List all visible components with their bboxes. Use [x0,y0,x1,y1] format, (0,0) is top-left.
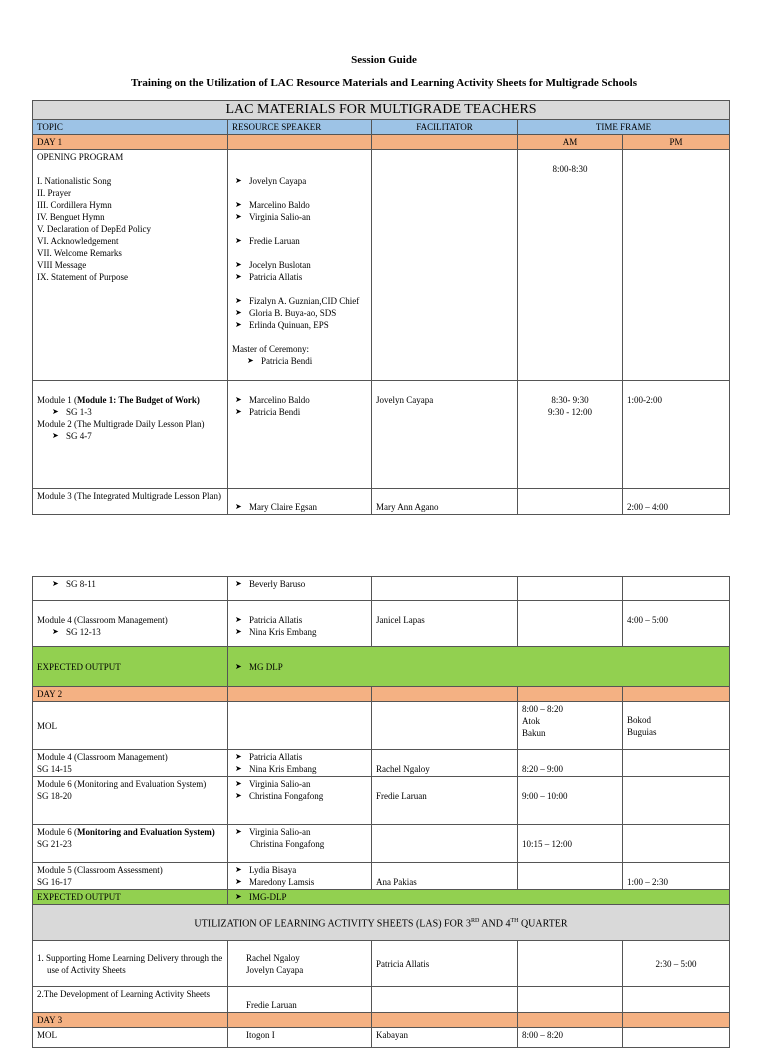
sg-8-11-row [33,577,730,601]
module-1-2-row [33,381,730,489]
speakers: Rachel Ngaloy Jovelyn Cayapa [228,941,372,987]
header-am: AM [518,135,623,150]
am-time: 9:00 – 10:00 [522,791,568,801]
speaker-item: ➤ Beverly Baruso [232,578,367,590]
speaker-item: ➤ Nina Kris Embang [232,763,367,775]
opening-program-label: OPENING PROGRAM [37,152,124,162]
speaker: Fredie Laruan [228,987,372,1013]
schedule-table-part-1 [32,100,730,515]
opening-item: III. Cordillera Hymn [37,200,112,210]
moc-label: Master of Ceremony: [232,344,309,354]
facilitator: Ana Pakias [372,863,518,890]
module-1-title: Module 1: The Budget of Work) [77,395,200,405]
am-time: 10:15 – 12:00 [518,825,623,863]
facilitator: Patricia Allatis [372,941,518,987]
opening-item: II. Prayer [37,188,71,198]
speaker-item: ➤ Erlinda Quinuan, EPS [232,319,367,331]
speaker-item: ➤ Patricia Allatis [232,751,367,763]
speaker-item: ➤ Virginia Salio-an [232,826,367,838]
module-6b-prefix: Module 6 ( [37,827,77,837]
speaker-item: ➤ Jocelyn Buslotan [232,259,367,271]
opening-am-time: 8:00-8:30 [552,164,588,174]
day3-label: DAY 3 [33,1013,228,1028]
las-title-sup: TH [510,917,519,924]
module-3-row [33,489,730,515]
day2-label: DAY 2 [33,687,228,702]
opening-item: I. Nationalistic Song [37,176,112,186]
pm-time: 1:00 – 2:30 [623,863,730,890]
facilitator: Kabayan [372,1028,518,1048]
pm-time: 4:00 – 5:00 [627,615,669,625]
expected-output-row [33,890,730,905]
expected-output-label: EXPECTED OUTPUT [33,647,228,687]
module-4b-row [33,750,730,777]
module-2-sg: ➤ SG 4-7 [49,430,223,442]
moc-name: ➤ Patricia Bendi [244,355,367,367]
day3-row [33,1013,730,1028]
am-time: 8:00 – 8:20 Atok Bakun [518,702,623,750]
speaker-item: ➤ Virginia Salio-an [232,778,367,790]
module-5-row [33,863,730,890]
las-1-row [33,941,730,987]
speaker-item: Christina Fongafong [250,839,325,849]
las-1-title: 1. Supporting Home Learning Delivery through the use of Activity Sheets [33,941,228,987]
header-facilitator: FACILITATOR [372,120,518,135]
speaker: Itogon I [228,1028,372,1048]
module-4-title: Module 4 (Classroom Management) [37,615,168,625]
day1-row [33,135,730,150]
module-5-title: Module 5 (Classroom Assessment) SG 16-17 [33,863,228,890]
speaker-item: ➤ Maredony Lamsis [232,876,367,888]
speaker-item: ➤ Gloria B. Buya-ao, SDS [232,307,367,319]
las-title-sup: RD [470,917,480,924]
module-6a-row [33,777,730,825]
las-2-title: 2.The Development of Learning Activity Sheets [33,987,228,1013]
document-subtitle: Training on the Utilization of LAC Resource Materials and Learning Activity Sheets for Multigrade Schools [131,77,637,89]
expected-output-label: EXPECTED OUTPUT [33,890,228,905]
mol-label: MOL [33,1028,228,1048]
facilitator: Mary Ann Agano [372,489,518,515]
header-speaker: RESOURCE SPEAKER [228,120,372,135]
pm-time: 2:30 – 5:00 [623,941,730,987]
module-6b-sg: SG 21-23 [37,839,72,849]
module-3-title: Module 3 (The Integrated Multigrade Lesson Plan) [33,489,228,515]
speaker-item: ➤ Patricia Bendi [232,406,367,418]
module-2-title: Module 2 (The Multigrade Daily Lesson Plan) [37,419,205,429]
opening-item: VII. Welcome Remarks [37,248,122,258]
table-main-title: LAC MATERIALS FOR MULTIGRADE TEACHERS [33,101,730,120]
module-1-prefix: Module 1 ( [37,395,77,405]
module-3-sg: ➤ SG 8-11 [49,578,223,590]
am-time: 8:00 – 8:20 [518,1028,623,1048]
speaker-item: ➤ Marcelino Baldo [232,394,367,406]
speaker-item: ➤ Virginia Salio-an [232,211,367,223]
module-6b-row [33,825,730,863]
speaker-item: ➤ Fredie Laruan [232,235,367,247]
speaker-item: ➤ Christina Fongafong [232,790,367,802]
am-time: 8:30- 9:30 9:30 - 12:00 [548,395,592,417]
document-title: Session Guide [351,54,417,66]
las-section-row [33,905,730,941]
am-time: 8:20 – 9:00 [518,750,623,777]
expected-output-value: ➤ IMG-DLP [232,891,725,903]
expected-output-row [33,647,730,687]
las-title-part: QUARTER [518,918,568,930]
facilitator: Fredie Laruan [376,791,427,801]
opening-item: VIII Message [37,260,87,270]
facilitator: Jovelyn Cayapa [376,395,434,405]
opening-item: IX. Statement of Purpose [37,272,128,282]
las-title-part: UTILIZATION OF LEARNING ACTIVITY SHEETS (LAS) FOR 3 [194,918,471,930]
mol-row [33,702,730,750]
module-6a-title: Module 6 (Monitoring and Evaluation System) SG 18-20 [33,777,228,825]
header-topic: TOPIC [33,120,228,135]
speaker-item: ➤ Lydia Bisaya [232,864,367,876]
day2-row [33,687,730,702]
speaker-item: ➤ Jovelyn Cayapa [232,175,367,187]
module-4b-title: Module 4 (Classroom Management) SG 14-15 [33,750,228,777]
opening-item: IV. Benguet Hymn [37,212,105,222]
header-time-frame: TIME FRAME [518,120,730,135]
facilitator: Rachel Ngaloy [372,750,518,777]
module-4-sg: ➤ SG 12-13 [49,626,223,638]
facilitator: Janicel Lapas [376,615,425,625]
speaker-item: ➤ Mary Claire Egsan [232,501,367,513]
speaker-item: ➤ Nina Kris Embang [232,626,367,638]
expected-output-value: ➤ MG DLP [232,661,725,673]
opening-program-row [33,150,730,381]
module-1-sg: ➤ SG 1-3 [49,406,223,418]
speaker-item: ➤ Fizalyn A. Guznian,CID Chief [232,295,367,307]
module-6b-title: Monitoring and Evaluation System) [77,827,215,837]
opening-item: VI. Acknowledgement [37,236,119,246]
mol-day3-row [33,1028,730,1048]
speaker-item: ➤ Patricia Allatis [232,271,367,283]
module-4-row [33,601,730,647]
schedule-table-part-2 [32,576,730,1048]
pm-time: 1:00-2:00 [627,395,662,405]
mol-label: MOL [33,702,228,750]
opening-item: V. Declaration of DepEd Policy [37,224,152,234]
speaker-item: ➤ Patricia Allatis [232,614,367,626]
day1-label: DAY 1 [33,135,228,150]
las-title-part: AND 4 [479,918,511,930]
speaker-item: ➤ Marcelino Baldo [232,199,367,211]
pm-location: Bokod Buguias [623,702,730,750]
header-row [33,120,730,135]
header-pm: PM [623,135,730,150]
pm-time: 2:00 – 4:00 [623,489,730,515]
las-2-row [33,987,730,1013]
